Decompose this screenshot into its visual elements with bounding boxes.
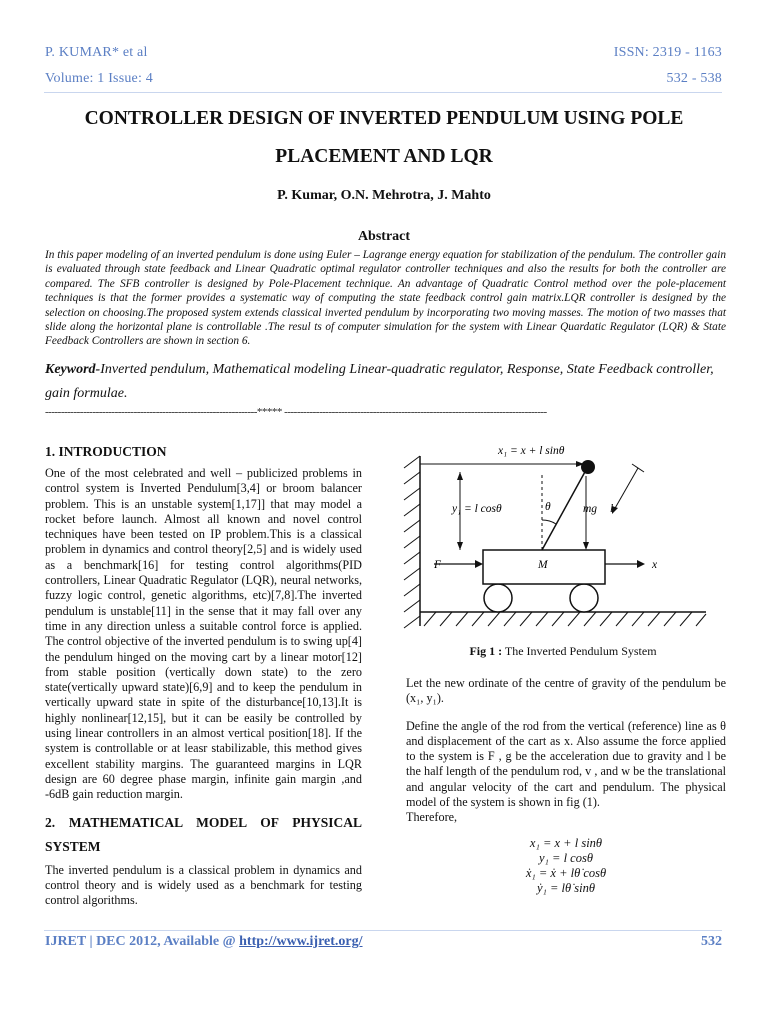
model-paragraph: The inverted pendulum is a classical problem in dynamics and control theory and is widely used as a benchmark for testing control algorithms. [45,862,362,908]
x-axis-arrowhead [637,560,645,568]
paper-title-line-1: CONTROLLER DESIGN OF INVERTED PENDULUM USING POLE [84,108,684,129]
intro-heading: 1. INTRODUCTION [45,444,167,459]
footer-page-number: 532 [701,934,722,949]
centre-of-gravity-paragraph: Let the new ordinate of the centre of gravity of the pendulum be (x₁, y₁). [406,676,726,706]
label-M: M [538,559,548,571]
label-x1-equation: x₁ = x + l sinθ [498,445,565,457]
equation-1: x₁ = x + l sinθ [529,836,603,850]
keywords [45,358,726,406]
equation-3: ẋ₁ = ẋ + lθ̇ cosθ [525,866,607,880]
footer-journal [45,934,363,950]
equation-4: ẏ₁ = lθ̇ sinθ [536,881,596,895]
label-l: l [610,503,614,515]
left-column [45,440,362,908]
label-theta: θ [545,501,551,513]
running-head-issn: ISSN: 2319 - 1163 [613,45,722,60]
intro-paragraph: One of the most celebrated and well – publicized problems in control system is Inverted Pendulum[3,4] or broom balancer problem. This is an unstable system[1,17]] that may model a rocket before launch. Almost all known and novel control techniques have been tested on IP problem.This is a classical problem in dynamics and control theory[2,5] and is widely used as a benchmark[16] for testing control algorithms(PID controllers, Linear Quadratic Regulator (LQR), neural networks, fuzzy logic control, genetic algorithms, etc)[7,8].The inverted pendulum is unstable[11] in the sense that it may fall over any time in any direction unless a suitable control force is applied. The control objective of the inverted pendulum is to swing up[4] the pendulum hinged on the moving cart by a linear motor[12] from stable position (vertically down state) to the zero state(vertically upward state)[6,9] and to keep the pendulum in vertically upward state in spite of the disturbance[10,13].It is highly nonlinear[12,15], but it can be easily be controlled by using linear controllers in an almost vertical position[18]. If the system is controllable or at leasr stabilizable, this method gives excellent stability margins. The guaranteed margins in LQR design are 60 degree phase margin, infinite gain margin ,and -6dB gain reduction margin. [45,466,362,802]
angle-definition-paragraph: Define the angle of the rod from the vertical (reference) line as θ and displacement of the cart as x. Also assume the force applied to the system is F , g be the acceleration due to gravity and l be the half length of the pendulum rod, v , and w be the translational and angular velocity of the cart and pendulum. The physical model of the system is shown in fig (1). [406,718,726,810]
abstract-heading: Abstract [357,229,411,244]
running-head-volume: Volume: 1 Issue: 4 [45,71,153,86]
wall-hatching [404,456,420,628]
label-x: x [652,559,658,571]
paper-authors: P. Kumar, O.N. Mehrotra, J. Mahto [277,188,491,203]
inverted-pendulum-figure [400,436,726,644]
keyword-list: Inverted pendulum, Mathematical modeling Linear-quadratic regulator, Response, State Feedback controller, gain formulae. [45,362,714,401]
ground-hatching [424,612,706,626]
figure-caption-text: The Inverted Pendulum System [502,644,657,658]
kinematic-equations [406,836,726,896]
label-mg: mg [583,503,598,515]
footer-rule [44,930,722,931]
pendulum-diagram [400,436,726,644]
section-separator: -------------------------------------------------------------------***** ----------------------------------------------------------------------------------- [45,406,547,418]
length-indicator [614,468,638,510]
theta-arc [542,520,556,524]
footer-journal-text: IJRET | DEC 2012, Available @ [45,934,240,949]
abstract-text: In this paper modeling of an inverted pendulum is done using Euler – Lagrange energy equation for stabilization of the pendulum. The controller gain is evaluated through state feedback and Linear Quadratic optimal regulator controller techniques and also the results for both the controller are compared. The SFB controller is designed by Pole-Placement technique. An advantage of Quadratic Control method over the pole-placement techniques is that the former provides a systematic way of computing the state feedback control gain matrix.LQR controller is designed by the selection on choosing.The proposed system extends classical inverted pendulum by incorporating two moving masses. The motion of two masses that slide along the horizontal plane is controllable .The resul ts of computer simulation for the system with Linear Quardatic Regulator (LQR) & State Feedback Controllers are shown in section 6. [45,249,726,348]
label-F: F [434,559,442,571]
header-rule [44,92,722,93]
model-heading: 2. MATHEMATICAL MODEL OF PHYSICAL SYSTEM [45,814,362,854]
force-arrowhead [475,560,483,568]
footer-link[interactable]: http://www.ijret.org/ [239,934,363,949]
paper-title [40,100,728,176]
running-head-author: P. KUMAR* et al [45,45,148,60]
figure-caption [400,644,726,659]
label-y1-equation: y₁ = l cosθ [452,503,502,515]
keyword-label: Keyword- [45,362,101,377]
left-wheel [484,584,512,612]
therefore-text: Therefore, [406,810,458,825]
running-head-pages: 532 - 538 [666,71,722,86]
right-column [406,676,726,826]
paper-title-line-2: PLACEMENT AND LQR [275,146,493,167]
equation-2: y₁ = l cosθ [539,851,593,865]
pendulum-bob [581,460,595,474]
right-wheel [570,584,598,612]
figure-caption-label: Fig 1 : [469,644,503,658]
